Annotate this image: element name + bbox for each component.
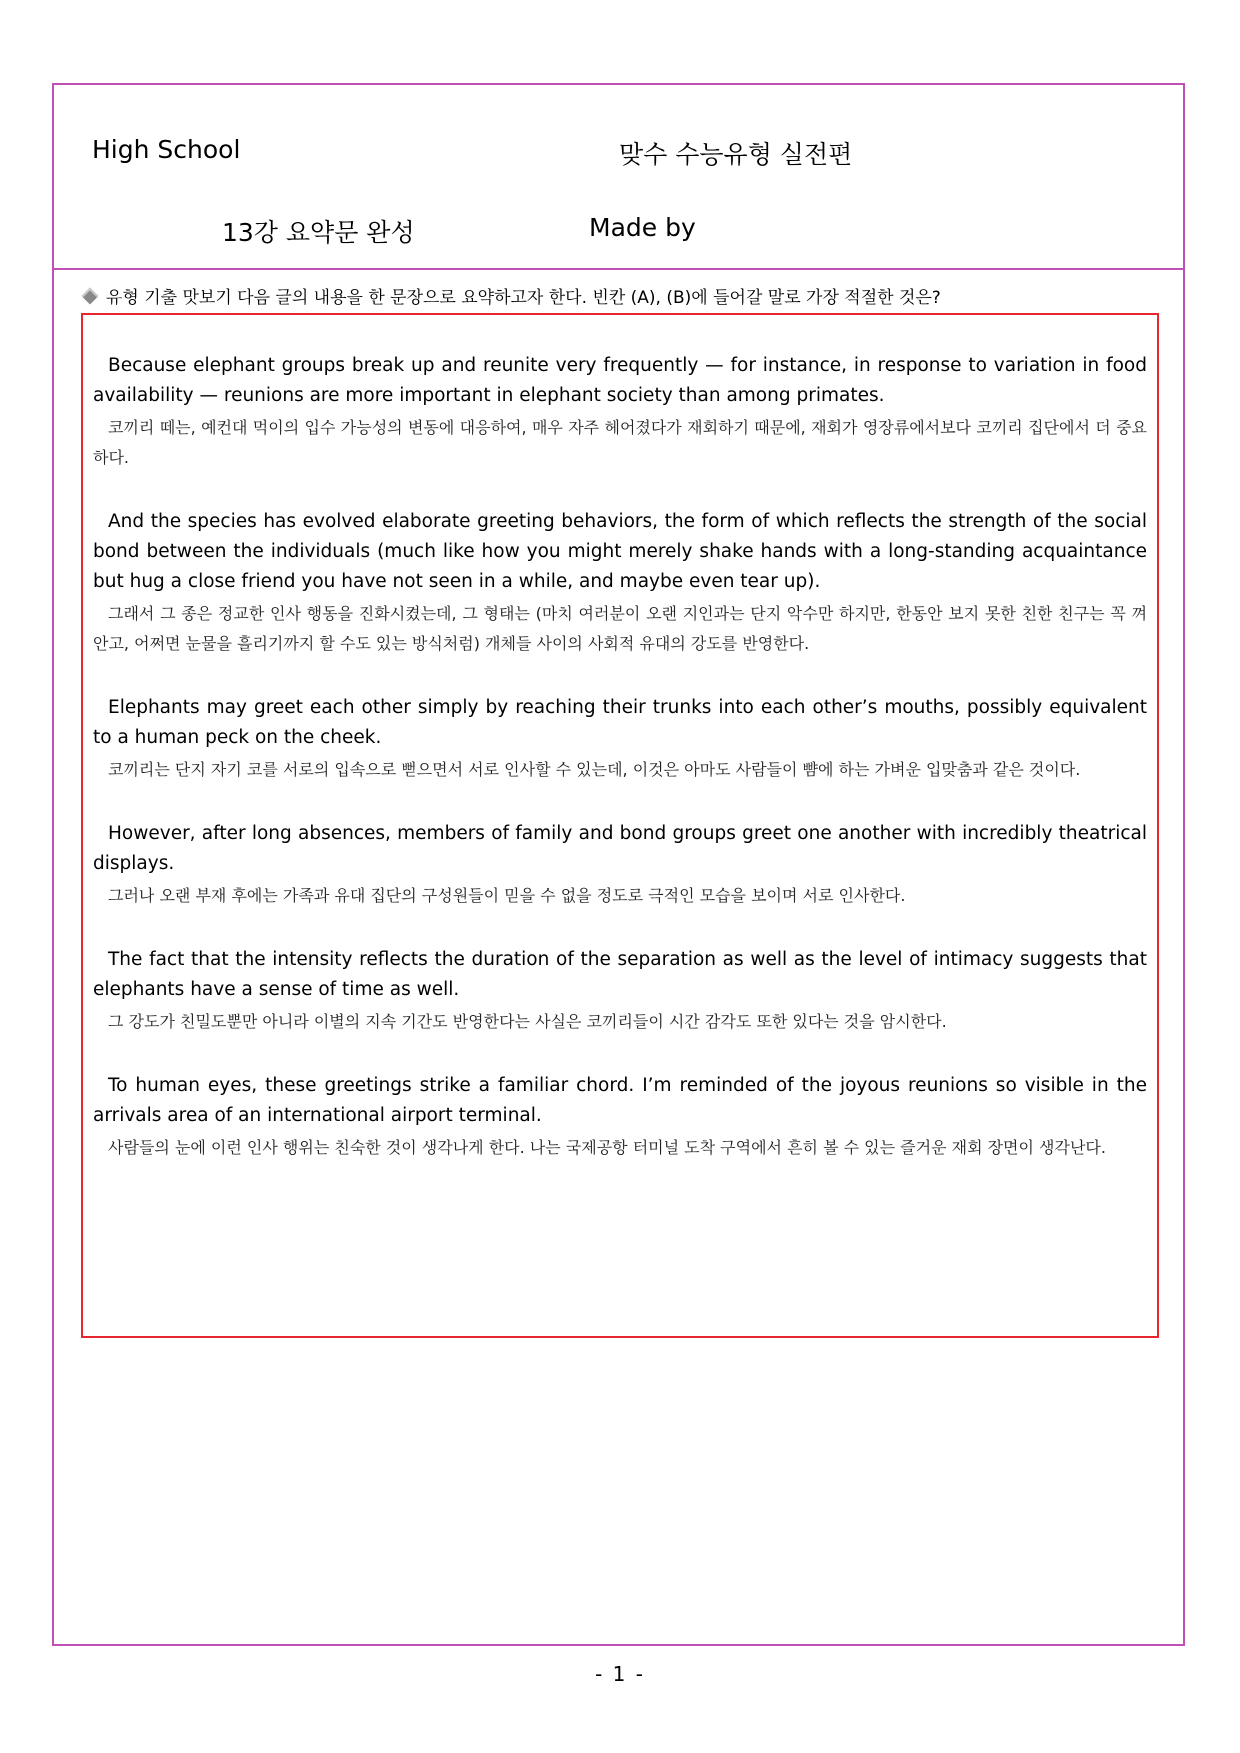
book-title: 맞수 수능유형 실전편	[619, 140, 853, 169]
korean-translation: 코끼리 떼는, 예컨대 먹이의 입수 가능성의 변동에 대응하여, 매우 자주 헤어졌다가 재회하기 때문에, 재회가 영장류에서보다 코끼리 집단에서 더 중요하다.	[93, 418, 1147, 467]
korean-translation: 그래서 그 종은 정교한 인사 행동을 진화시켰는데, 그 형태는 (마치 여러분이 오랜 지인과는 단지 악수만 하지만, 한동안 보지 못한 친한 친구는 꼭 껴안고, 어쩌면 눈물을 흘리기까지 할 수도 있는 방식처럼) 개체들 사이의 사회적 유대의 강도를 반영한다.	[93, 604, 1147, 653]
lesson-title: 13강 요약문 완성	[222, 218, 415, 247]
korean-translation: 그 강도가 친밀도뿐만 아니라 이별의 지속 기간도 반영한다는 사실은 코끼리들이 시간 감각도 또한 있다는 것을 암시한다.	[108, 1012, 947, 1031]
instruction-text: 유형 기출 맛보기 다음 글의 내용을 한 문장으로 요약하고자 한다. 빈칸 (A), (B)에 들어갈 말로 가장 적절한 것은?	[106, 288, 941, 308]
sentence-pair	[93, 945, 1147, 1037]
english-sentence: The fact that the intensity reflects the duration of the separation as well as the level of intimacy suggests that elephants have a sense of time as well.	[93, 949, 1147, 1000]
sentence-pair	[93, 507, 1147, 659]
header	[54, 85, 1183, 270]
korean-translation: 그러나 오랜 부재 후에는 가족과 유대 집단의 구성원들이 믿을 수 없을 정도로 극적인 모습을 보이며 서로 인사한다.	[108, 886, 906, 905]
sentence-pair	[93, 819, 1147, 911]
english-sentence: Elephants may greet each other simply by reaching their trunks into each other’s mouths, possibly equivalent to a human peck on the cheek.	[93, 697, 1147, 748]
made-by-label: Made by	[589, 213, 696, 242]
english-sentence: Because elephant groups break up and reunite very frequently — for instance, in response to variation in food availability — reunions are more important in elephant society than among primates.	[93, 355, 1147, 406]
english-sentence: And the species has evolved elaborate greeting behaviors, the form of which reflects the strength of the social bond between the individuals (much like how you might merely shake hands with a long-standing acquaintance but hug a close friend you have not seen in a while, and maybe even tear up).	[93, 511, 1147, 592]
school-label: High School	[92, 135, 241, 164]
passage-box	[81, 313, 1159, 1338]
korean-translation: 사람들의 눈에 이런 인사 행위는 친숙한 것이 생각나게 한다. 나는 국제공항 터미널 도착 구역에서 흔히 볼 수 있는 즐거운 재회 장면이 생각난다.	[108, 1138, 1106, 1157]
page-number: - 1 -	[595, 1662, 645, 1686]
diamond-bullet-icon	[82, 288, 99, 305]
english-sentence: To human eyes, these greetings strike a familiar chord. I’m reminded of the joyous reunions so visible in the arrivals area of an international airport terminal.	[93, 1075, 1147, 1126]
sentence-pair	[93, 351, 1147, 473]
sentence-pair	[93, 1071, 1147, 1163]
english-sentence: However, after long absences, members of family and bond groups greet one another with incredibly theatrical displays.	[93, 823, 1147, 874]
sentence-pair	[93, 693, 1147, 785]
korean-translation: 코끼리는 단지 자기 코를 서로의 입속으로 뻗으면서 서로 인사할 수 있는데, 이것은 아마도 사람들이 뺨에 하는 가벼운 입맞춤과 같은 것이다.	[108, 760, 1081, 779]
instruction	[84, 283, 941, 308]
